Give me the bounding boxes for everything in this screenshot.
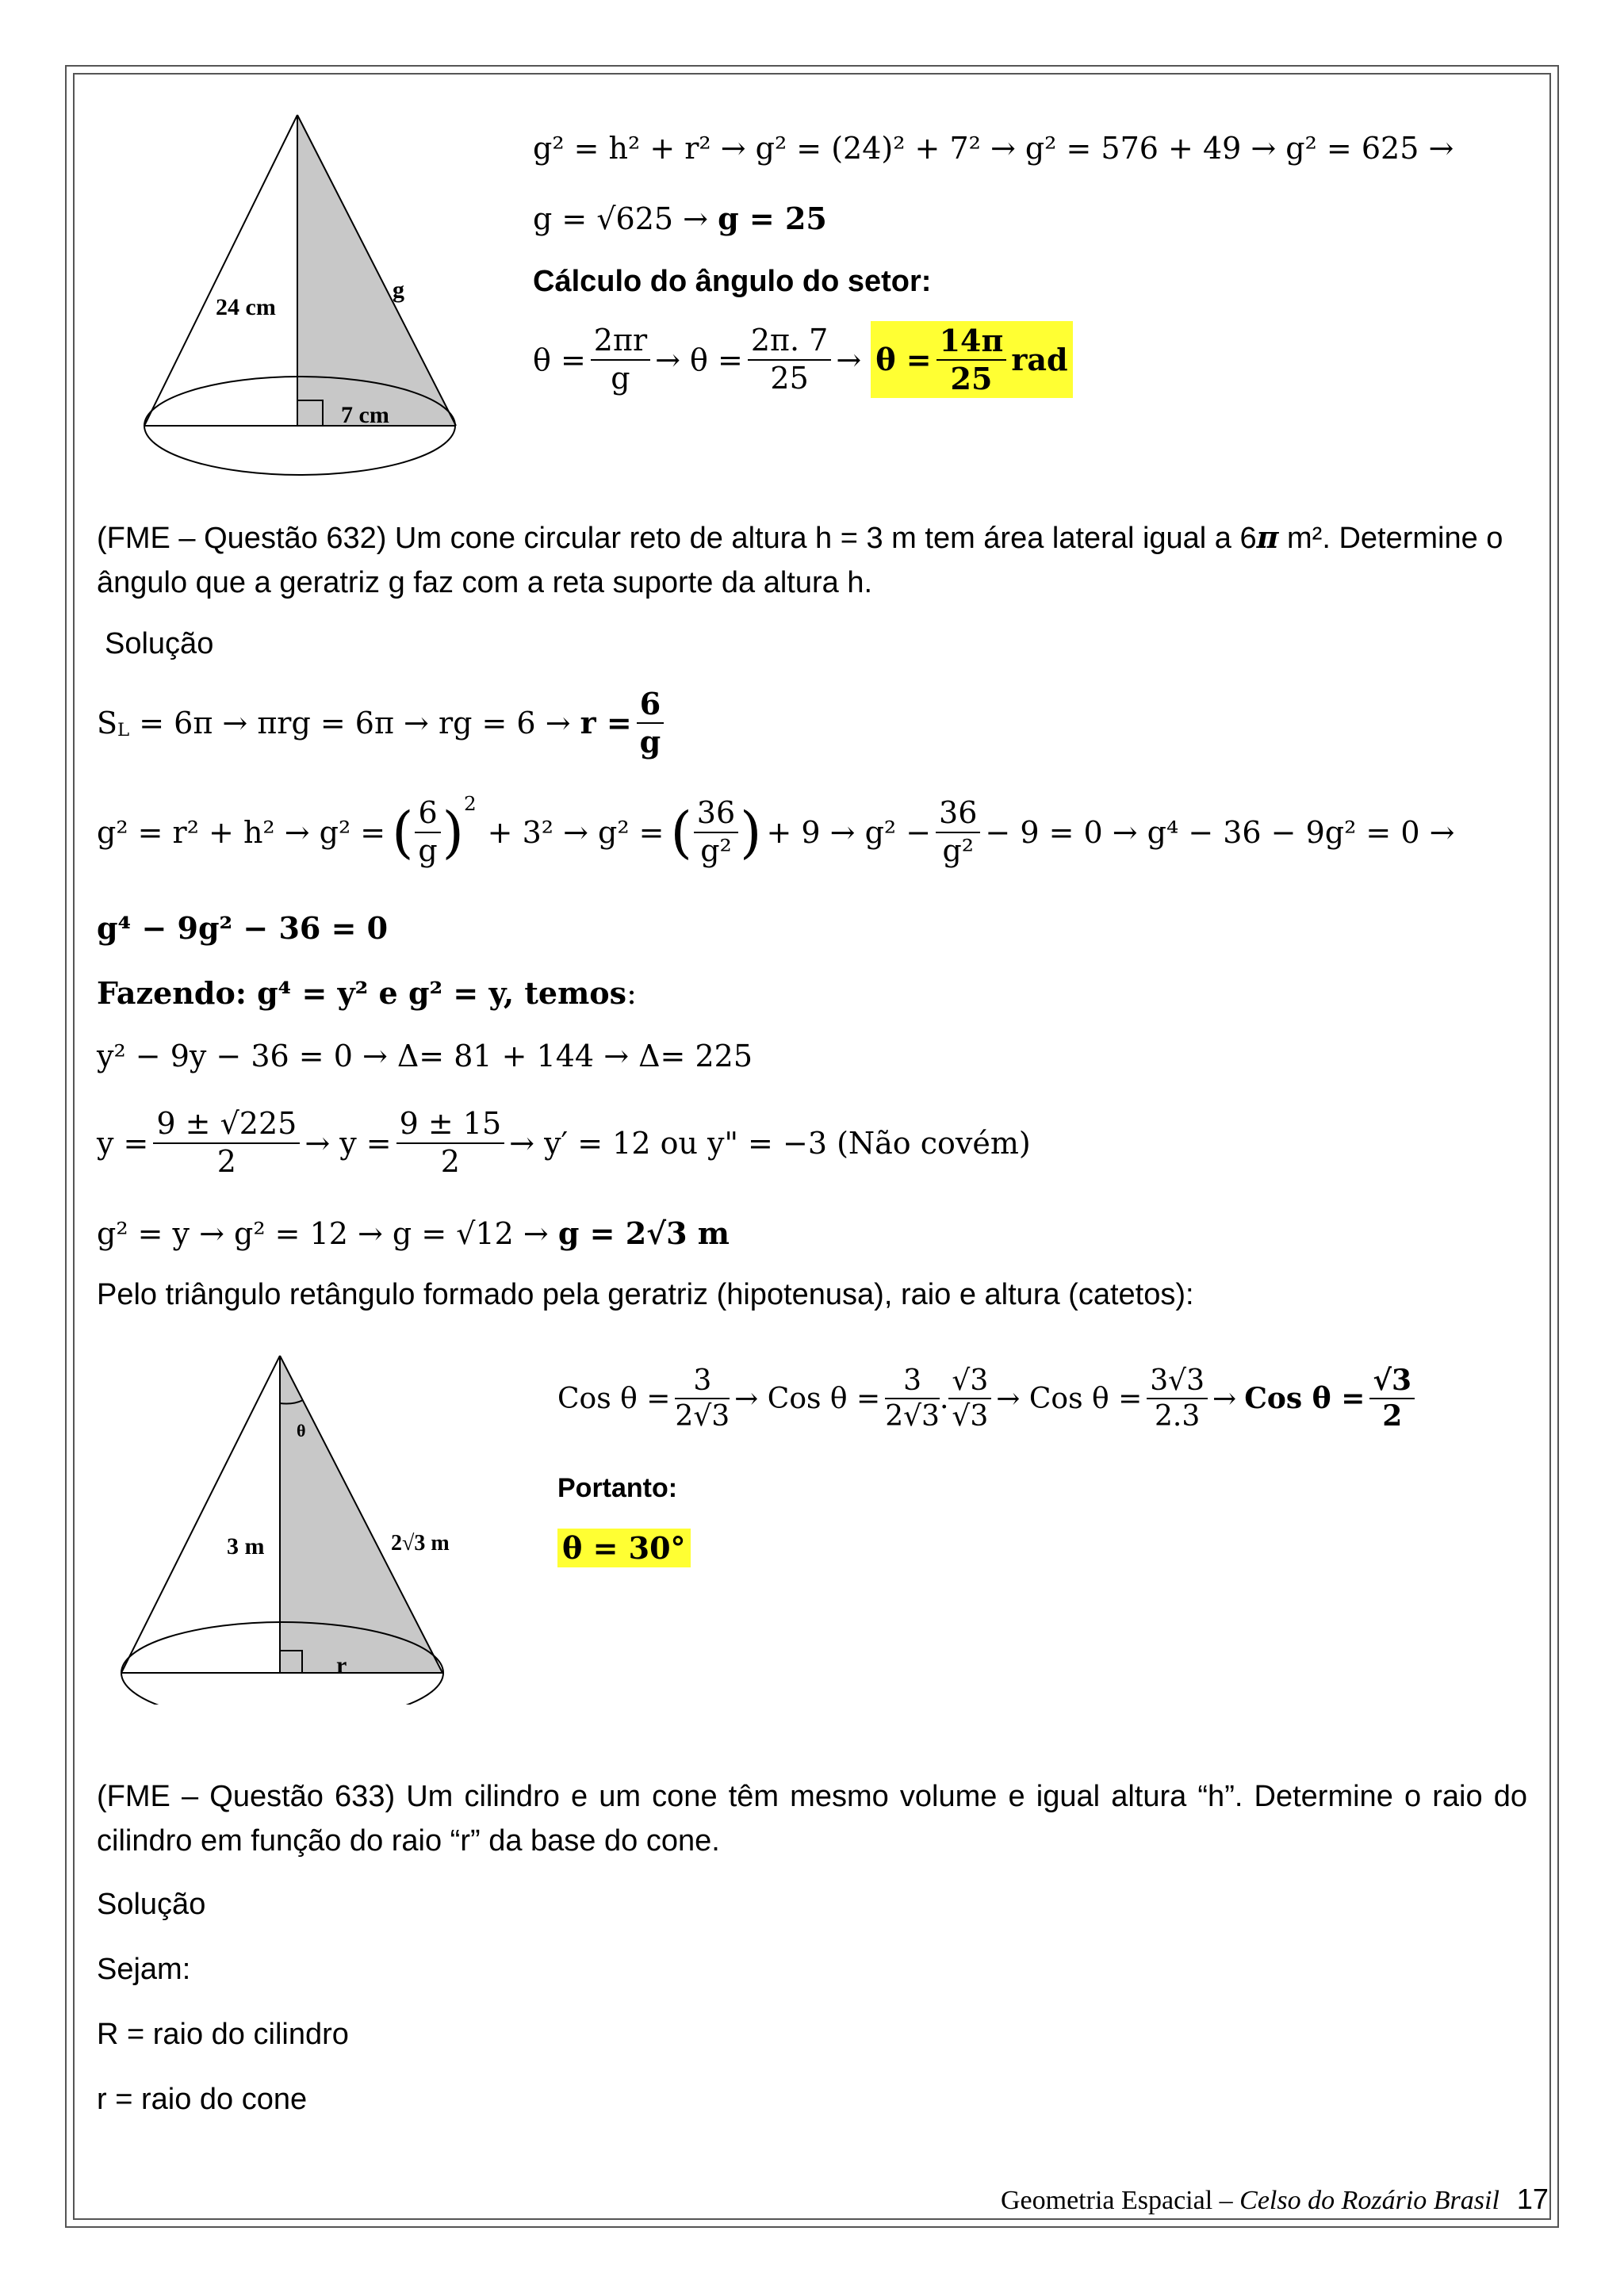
g2-part-c: + 9 → g² − (766, 814, 932, 850)
denominator: 2√3 (885, 1400, 940, 1433)
g2-part-b: + 3² → g² = (487, 814, 665, 850)
y-lhs: y = (97, 1125, 149, 1161)
y-roots: → y′ = 12 ou y" = −3 (Não covém) (509, 1125, 1031, 1161)
numerator: 36 (694, 795, 738, 833)
cos-dot: . (939, 1382, 949, 1415)
g-value: g = 2√3 m (557, 1215, 730, 1251)
square-exp: 2 (463, 792, 477, 815)
statement-part2: m². Determine o ângulo que a geratriz g faz com a reta suporte da altura h. (97, 522, 1503, 599)
page-number: 17 (1516, 2183, 1549, 2215)
denominator: 2 (216, 1143, 236, 1179)
denominator: g² (942, 832, 974, 868)
footer-title: Geometria Espacial – (1001, 2186, 1240, 2215)
fraction-9pm15-2 (396, 1106, 505, 1180)
theta-res-lhs: θ = (875, 342, 932, 378)
sl-symbol: S (97, 705, 118, 740)
portanto-label: Portanto: (557, 1473, 678, 1503)
theta-lhs: θ = (533, 342, 586, 377)
cone1-generatrix-label: g (393, 277, 404, 303)
cos-mid-2: → Cos θ = (996, 1382, 1143, 1415)
denominator: √3 (952, 1400, 989, 1433)
numerator: 9 ± 15 (396, 1106, 505, 1144)
numerator: 14π (936, 323, 1007, 361)
lateral-area-equation (97, 686, 668, 760)
cos-arrow: → (1212, 1382, 1237, 1415)
triangle-statement: Pelo triângulo retângulo formado pela geratriz (hipotenusa), raio e altura (catetos): (97, 1278, 1194, 1311)
solution-heading-633: Solução (97, 1888, 206, 1921)
fraction-36-g2 (936, 795, 980, 869)
sector-angle-heading: Cálculo do ângulo do setor: (533, 265, 932, 298)
sl-chain: = 6π → πrg = 6π → rg = 6 → (129, 705, 580, 740)
substitution-line (97, 975, 637, 1011)
cylinder-radius-definition: R = raio do cilindro (97, 2018, 349, 2051)
arrow: → (836, 342, 862, 377)
numerator: 36 (936, 795, 980, 833)
fraction-6-g-paren (415, 795, 440, 869)
cone2-radius-label: r (336, 1652, 347, 1678)
numerator: 9 ± √225 (153, 1106, 300, 1144)
denominator: g (611, 360, 630, 396)
question-632-statement (97, 515, 1527, 605)
denominator: 2√3 (675, 1400, 730, 1433)
cos-result-lhs: Cos θ = (1244, 1382, 1365, 1416)
fraction-3-2sqrt3 (675, 1364, 730, 1433)
fraction-9pm-sqrt225-2 (153, 1106, 300, 1180)
cone2-generatrix-label: 2√3 m (391, 1531, 450, 1556)
cone1-radius-label: 7 cm (341, 402, 389, 428)
numerator: √3 (1369, 1364, 1415, 1399)
question-633-statement (97, 1774, 1527, 1863)
cone-figure-1 (135, 107, 468, 488)
cone-radius-definition: r = raio do cone (97, 2083, 308, 2116)
answer-highlight: θ = 30° (557, 1529, 691, 1567)
fraction-14pi-25 (936, 323, 1007, 396)
generatrix-sqrt: g = √625 → (533, 201, 718, 236)
biquadratic-equation: g⁴ − 9g² − 36 = 0 (97, 910, 389, 946)
numerator: 6 (637, 686, 664, 724)
numerator: 3 (675, 1364, 730, 1399)
numerator: 3 (885, 1364, 940, 1399)
page-footer (1001, 2183, 1549, 2216)
r-lhs: r = (580, 705, 632, 741)
denominator: 2.3 (1155, 1400, 1201, 1433)
numerator: √3 (948, 1364, 991, 1399)
cos-mid-1: → Cos θ = (734, 1382, 881, 1415)
quadratic-solution (97, 1106, 1031, 1180)
fraction-3-2sqrt3-b (885, 1364, 940, 1433)
g-squared-substitution (97, 792, 1455, 869)
footer-author: Celso do Rozário Brasil (1239, 2186, 1500, 2215)
denominator: 25 (770, 360, 809, 396)
generatrix-result (533, 201, 827, 236)
fazendo-rule: : g⁴ = y² e g² = y, temos (235, 975, 627, 1011)
denominator: 25 (950, 360, 993, 396)
cone2-height-label: 3 m (227, 1533, 265, 1559)
sl-subscript: L (117, 719, 130, 740)
numerator: 2πr (591, 323, 650, 361)
fazendo-colon: : (626, 976, 637, 1011)
denominator: g (639, 723, 661, 760)
statement-text: (FME – Questão 633) Um cilindro e um cone têm mesmo volume e igual altura “h”. Determine o raio do cilindro em função do raio “r” da base do cone. (97, 1780, 1527, 1858)
paren-close: ) (442, 799, 464, 865)
fraction-36-g2-paren (694, 795, 738, 869)
numerator: 3√3 (1147, 1364, 1208, 1399)
pythagoras-equation: g² = h² + r² → g² = (24)² + 7² → g² = 576 + 49 → g² = 625 → (533, 131, 1454, 166)
fraction-2pi7-25 (748, 323, 832, 396)
denominator: 2 (1382, 1399, 1403, 1433)
statement-part1: (FME – Questão 632) Um cone circular reto de altura h = 3 m tem área lateral igual a 6 (97, 522, 1257, 555)
y-mid: → y = (304, 1125, 392, 1161)
paren-open: ( (392, 799, 414, 865)
g2-part-d: − 9 = 0 → g⁴ − 36 − 9g² = 0 → (985, 814, 1455, 850)
generatrix-632-result (97, 1215, 730, 1251)
cosine-equation (557, 1364, 1419, 1433)
fraction-2pir-g (591, 323, 650, 396)
solution-heading-632: Solução (105, 627, 214, 660)
cone2-theta-label: θ (297, 1421, 306, 1441)
sector-angle-equation (533, 321, 1073, 398)
fraction-6-g (637, 686, 664, 760)
cos-lhs: Cos θ = (557, 1382, 671, 1415)
paren-close: ) (740, 799, 762, 865)
cone-figure-2 (117, 1348, 482, 1705)
numerator: 2π. 7 (748, 323, 832, 361)
fraction-sqrt3-2 (1369, 1364, 1415, 1433)
pi-symbol: π (1256, 519, 1279, 555)
cone1-height-label: 24 cm (216, 294, 276, 320)
final-angle-answer (557, 1530, 691, 1566)
g-chain: g² = y → g² = 12 → g = √12 → (97, 1216, 558, 1251)
denominator: 2 (440, 1143, 460, 1179)
fraction-3sqrt3-2x3 (1147, 1364, 1208, 1433)
denominator: g (418, 832, 438, 868)
numerator: 6 (415, 795, 440, 833)
generatrix-value: g = 25 (718, 201, 827, 236)
discriminant-line: y² − 9y − 36 = 0 → Δ= 81 + 144 → Δ= 225 (97, 1039, 753, 1073)
denominator: g² (700, 832, 732, 868)
fazendo-label: Fazendo (97, 975, 236, 1011)
unit-rad: rad (1011, 342, 1068, 378)
theta-highlighted-result (871, 321, 1072, 398)
sejam-label: Sejam: (97, 1953, 191, 1986)
paren-open: ( (670, 799, 692, 865)
fraction-sqrt3-sqrt3 (948, 1364, 991, 1433)
theta-mid: → θ = (655, 342, 743, 377)
g2-part-a: g² = r² + h² → g² = (97, 814, 386, 850)
